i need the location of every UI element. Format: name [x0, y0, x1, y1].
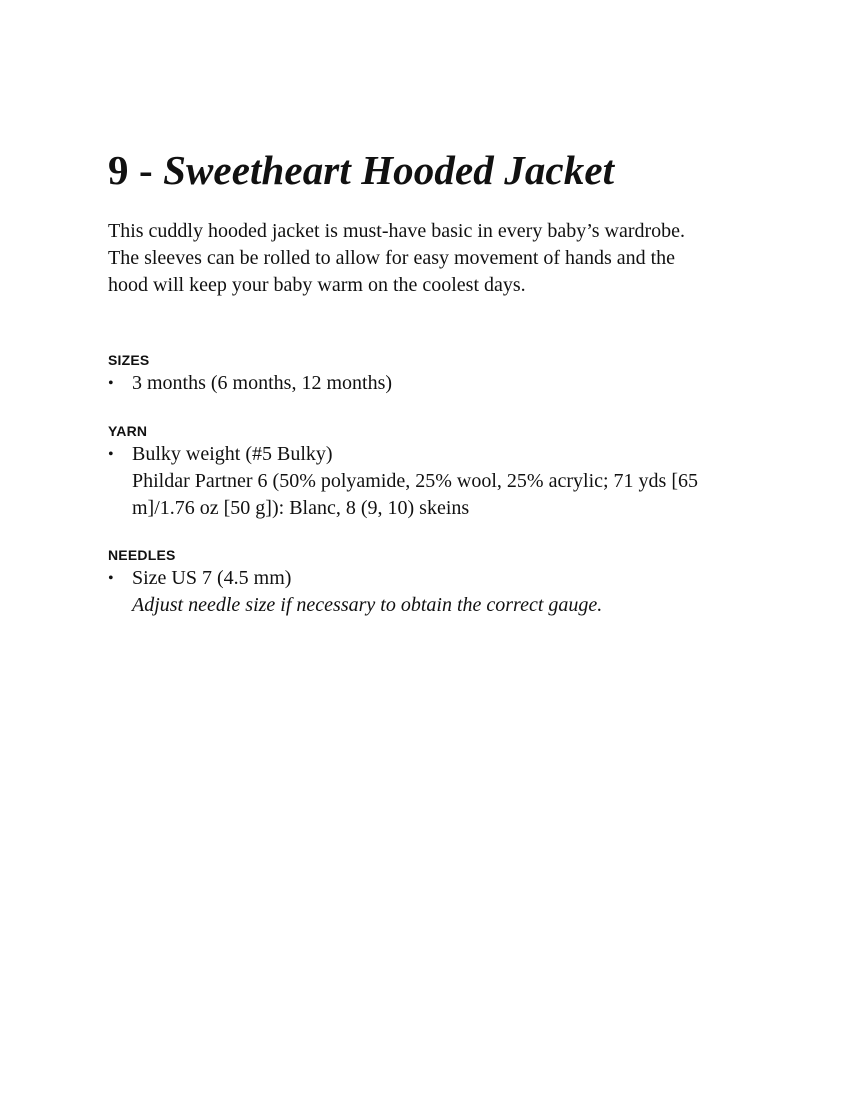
yarn-weight-text: Bulky weight (#5 Bulky)	[132, 443, 333, 465]
page-title	[108, 146, 614, 194]
yarn-detail-line: m]/1.76 oz [50 g]): Blanc, 8 (9, 10) skeins	[132, 497, 470, 519]
needles-section	[108, 546, 748, 619]
intro-line: hood will keep your baby warm on the coolest days.	[108, 274, 526, 296]
bullet-icon: •	[108, 570, 114, 587]
pattern-number: 9 -	[108, 147, 164, 193]
yarn-list-item	[108, 441, 748, 522]
yarn-detail-line: Phildar Partner 6 (50% polyamide, 25% wool, 25% acrylic; 71 yds [65	[132, 470, 698, 492]
sizes-heading: SIZES	[108, 352, 150, 368]
needles-heading: NEEDLES	[108, 547, 176, 563]
intro-paragraph	[108, 218, 728, 299]
intro-line: The sleeves can be rolled to allow for easy movement of hands and the	[108, 247, 676, 269]
sizes-text: 3 months (6 months, 12 months)	[132, 372, 393, 394]
needle-note: Adjust needle size if necessary to obtain the correct gauge.	[132, 594, 603, 616]
needles-list-item	[108, 565, 748, 619]
bullet-icon: •	[108, 446, 114, 463]
yarn-heading: YARN	[108, 423, 148, 439]
sizes-list-item	[108, 370, 748, 397]
intro-line: This cuddly hooded jacket is must-have basic in every baby’s wardrobe.	[108, 220, 686, 242]
bullet-icon: •	[108, 375, 114, 392]
pattern-name: Sweetheart Hooded Jacket	[163, 147, 615, 193]
yarn-section	[108, 422, 748, 522]
sizes-section	[108, 351, 748, 397]
needle-size-text: Size US 7 (4.5 mm)	[132, 567, 292, 589]
